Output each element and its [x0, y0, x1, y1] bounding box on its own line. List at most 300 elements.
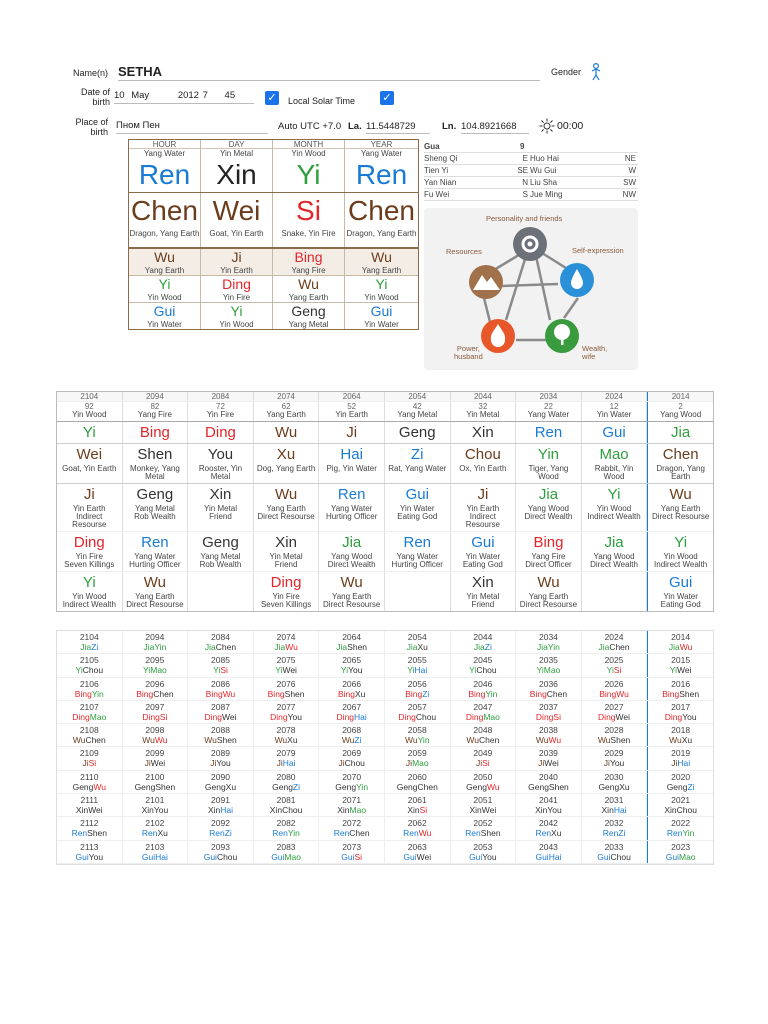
annual-branch: You: [216, 758, 231, 769]
annual-cell[interactable]: [647, 817, 713, 839]
annual-cell[interactable]: [319, 701, 385, 723]
annual-branch: Shen: [87, 828, 108, 839]
annual-branch: Si: [88, 758, 97, 769]
annual-cell[interactable]: [123, 678, 189, 700]
annual-year: 2030: [604, 771, 624, 782]
annual-cell[interactable]: [385, 678, 451, 700]
annual-branch: Si: [482, 758, 490, 769]
heavenly-stem: Xin: [201, 158, 273, 192]
luck-hidden-stem: Jia: [516, 484, 582, 505]
annual-year: 2084: [211, 632, 230, 642]
annual-cell[interactable]: [254, 747, 320, 769]
luck-hidden-desc: Yin Water: [451, 553, 517, 561]
luck-branch-desc: Tiger, Yang: [516, 465, 582, 473]
annual-year: 2049: [473, 748, 493, 759]
annual-cell[interactable]: [385, 747, 451, 769]
gua-row: Tien Yi SE Wu Gui W: [424, 166, 636, 175]
annual-cell[interactable]: [57, 678, 123, 700]
annual-cell[interactable]: [451, 794, 517, 816]
local-solar-time-checkbox[interactable]: ✓: [380, 91, 394, 105]
latitude-input[interactable]: 11.5448729: [366, 121, 430, 134]
luck-age: 52: [319, 402, 385, 411]
annual-cell[interactable]: [57, 794, 123, 816]
luck-branch-desc: [57, 473, 123, 483]
annual-year: 2078: [276, 725, 296, 736]
annual-year: 2089: [211, 748, 230, 759]
annual-cell[interactable]: [647, 841, 713, 863]
annual-year: 2061: [407, 795, 427, 806]
annual-cell[interactable]: [123, 771, 189, 793]
annual-stem: Ding: [204, 711, 222, 722]
annual-stem: Bing: [74, 688, 92, 699]
gua-number: 9: [520, 142, 525, 151]
annual-stem: Bing: [267, 688, 285, 699]
luck-hidden-desc: Yang Fire: [516, 553, 582, 561]
annual-cell[interactable]: [516, 817, 582, 839]
annual-cell[interactable]: [516, 678, 582, 700]
annual-cell[interactable]: [319, 771, 385, 793]
annual-stem: Gui: [271, 851, 285, 862]
annual-year: 2072: [342, 818, 362, 829]
annual-cell[interactable]: [647, 771, 713, 793]
annual-cell[interactable]: [647, 747, 713, 769]
luck-hidden-desc: Yin Metal: [188, 505, 254, 513]
sun-icon[interactable]: [539, 118, 555, 134]
annual-cell[interactable]: [123, 724, 189, 746]
annual-year: 2024: [604, 632, 624, 642]
luck-year: 2054: [385, 392, 451, 401]
annual-year: 2086: [211, 678, 230, 689]
latitude-label: La.: [348, 121, 362, 132]
luck-hidden-desc: Yin Fire: [57, 553, 123, 561]
male-gender-icon[interactable]: [590, 63, 602, 81]
annual-pillars-table: [56, 630, 714, 865]
annual-cell[interactable]: [451, 841, 517, 863]
luck-hidden-desc: Yang Metal: [123, 505, 189, 513]
annual-stem: Ji: [405, 758, 413, 769]
annual-stem: Geng: [528, 781, 549, 792]
annual-branch: Chou: [216, 851, 238, 862]
annual-year: 2032: [604, 818, 624, 829]
annual-year: 2092: [211, 818, 230, 829]
annual-stem: Yi: [340, 665, 349, 676]
annual-stem: Wu: [204, 735, 217, 746]
annual-branch: You: [682, 711, 697, 722]
annual-cell[interactable]: [516, 794, 582, 816]
annual-cell[interactable]: [582, 747, 648, 769]
annual-cell[interactable]: [254, 678, 320, 700]
annual-stem: Ren: [333, 828, 350, 839]
annual-branch: Hai: [548, 851, 562, 862]
annual-row: [57, 817, 713, 840]
annual-cell[interactable]: [123, 631, 189, 653]
annual-cell[interactable]: [516, 701, 582, 723]
annual-branch: Chou: [676, 805, 697, 816]
annual-year: 2015: [671, 655, 691, 666]
luck-hidden-stem: Bing: [516, 532, 582, 553]
annual-stem: Jia: [336, 642, 348, 652]
annual-cell[interactable]: [516, 841, 582, 863]
annual-year: 2020: [671, 771, 691, 782]
annual-year: 2097: [145, 701, 165, 712]
annual-cell[interactable]: [254, 701, 320, 723]
annual-cell[interactable]: [582, 701, 648, 723]
utc-offset[interactable]: Auto UTC +7.0: [278, 121, 342, 132]
luck-stem-desc: Yang Fire: [123, 411, 189, 421]
gua-table: [424, 141, 638, 201]
luck-branch: Mao: [582, 444, 648, 465]
time-checkbox[interactable]: ✓: [265, 91, 279, 105]
annual-year: 2017: [671, 701, 691, 712]
luck-hidden-desc: Yang Water: [123, 553, 189, 561]
luck-hidden-desc: Yin Wood: [582, 505, 648, 513]
annual-stem: Yi: [142, 665, 151, 676]
luck-ten-god: Direct Wealth: [319, 561, 385, 571]
annual-branch: Wei: [150, 758, 166, 769]
annual-row: [57, 841, 713, 864]
annual-cell[interactable]: [188, 654, 254, 676]
luck-hidden-stem: Wu: [123, 572, 189, 593]
annual-cell[interactable]: [385, 794, 451, 816]
annual-cell[interactable]: [647, 724, 713, 746]
annual-branch: Zi: [224, 828, 232, 839]
annual-stem: Ji: [671, 758, 678, 769]
annual-branch: Chen: [349, 828, 370, 839]
annual-cell[interactable]: [254, 794, 320, 816]
branch-desc: Snake, Yin Fire: [273, 229, 345, 247]
annual-cell[interactable]: [582, 794, 648, 816]
annual-branch: Wei: [481, 805, 497, 816]
annual-branch: You: [482, 851, 497, 862]
annual-cell[interactable]: [57, 771, 123, 793]
luck-stem: Xin: [451, 422, 517, 443]
annual-year: 2080: [276, 771, 296, 782]
luck-hidden-desc: Yin Metal: [451, 593, 517, 601]
annual-cell[interactable]: [516, 747, 582, 769]
annual-branch: You: [287, 711, 302, 722]
luck-stem: Gui: [582, 422, 648, 443]
name-input[interactable]: SETHA: [118, 64, 540, 81]
hidden-stem-desc: Yin Wood: [129, 293, 201, 302]
annual-cell[interactable]: [188, 794, 254, 816]
annual-year: 2068: [342, 725, 362, 736]
annual-year: 2047: [473, 701, 493, 712]
annual-cell[interactable]: [319, 724, 385, 746]
luck-age: 22: [516, 402, 582, 411]
annual-cell[interactable]: [57, 817, 123, 839]
annual-year: 2070: [342, 771, 362, 782]
annual-cell[interactable]: [385, 771, 451, 793]
hidden-stem: Yi: [375, 276, 388, 292]
luck-hidden-desc: [188, 593, 254, 601]
annual-cell[interactable]: [451, 678, 517, 700]
luck-branch-desc: Rooster, Yin: [188, 465, 254, 473]
annual-row: [57, 701, 713, 724]
luck-hidden-stem: Ding: [254, 572, 320, 593]
luck-age: 72: [188, 402, 254, 411]
annual-branch: Hai: [613, 805, 627, 816]
annual-branch: Xu: [551, 828, 562, 839]
earthly-branch: Si: [273, 193, 345, 229]
annual-cell[interactable]: [188, 771, 254, 793]
annual-year: 2039: [538, 748, 558, 759]
annual-cell[interactable]: [254, 724, 320, 746]
annual-stem: Wu: [669, 735, 682, 746]
annual-cell[interactable]: [188, 817, 254, 839]
hidden-stem-desc: Yang Earth: [273, 293, 345, 302]
luck-stem-desc: Yang Earth: [254, 411, 320, 421]
annual-cell[interactable]: [451, 724, 517, 746]
annual-cell[interactable]: [385, 841, 451, 863]
luck-branch-desc: Metal: [123, 473, 189, 483]
annual-stem: Ren: [403, 828, 419, 839]
birth-date-input[interactable]: [114, 90, 254, 104]
annual-stem: Yi: [275, 665, 283, 676]
annual-stem: Gui: [597, 851, 611, 862]
annual-year: 2104: [79, 632, 99, 642]
annual-cell[interactable]: [582, 654, 648, 676]
day-header: DAY: [201, 140, 273, 149]
luck-hidden-stem: Jia: [582, 532, 648, 553]
annual-cell[interactable]: [123, 747, 189, 769]
annual-stem: Xin: [207, 805, 221, 816]
annual-cell[interactable]: [451, 771, 517, 793]
annual-branch: Wei: [416, 851, 432, 862]
annual-cell[interactable]: [451, 701, 517, 723]
annual-cell[interactable]: [385, 817, 451, 839]
annual-cell[interactable]: [57, 724, 123, 746]
annual-cell[interactable]: [57, 631, 123, 653]
annual-year: 2066: [342, 678, 362, 689]
annual-cell[interactable]: [254, 631, 320, 653]
local-solar-time-label: Local Solar Time: [288, 96, 356, 106]
luck-branch-desc: Rabbit, Yin: [582, 465, 648, 473]
annual-branch: Chen: [609, 642, 630, 652]
luck-hidden-desc: Yang Wood: [319, 553, 385, 561]
annual-cell[interactable]: [188, 747, 254, 769]
annual-year: 2033: [604, 841, 624, 852]
annual-cell[interactable]: [188, 841, 254, 863]
annual-cell[interactable]: [57, 701, 123, 723]
annual-row: [57, 794, 713, 817]
luck-hidden-stem: Xin: [254, 532, 320, 553]
hidden-stem: Wu: [129, 249, 201, 266]
annual-cell[interactable]: [451, 747, 517, 769]
luck-hidden-desc: Yin Water: [647, 593, 713, 601]
annual-year: 2103: [145, 841, 165, 852]
annual-cell[interactable]: [385, 631, 451, 653]
luck-ten-god: Eating God: [451, 561, 517, 571]
annual-cell[interactable]: [188, 724, 254, 746]
annual-stem: Wu: [535, 735, 549, 746]
annual-stem: Xin: [407, 805, 420, 816]
luck-branch-desc: Metal: [188, 473, 254, 483]
luck-ten-god: Seven Killings: [57, 561, 123, 571]
annual-branch: You: [348, 665, 363, 676]
annual-year: 2064: [342, 632, 362, 642]
hidden-stem-desc: Yin Wood: [364, 293, 399, 302]
annual-cell[interactable]: [385, 701, 451, 723]
luck-hidden-desc: [582, 593, 648, 601]
annual-cell[interactable]: [123, 817, 189, 839]
annual-stem: Ji: [538, 758, 545, 769]
annual-cell[interactable]: [254, 771, 320, 793]
annual-cell[interactable]: [451, 631, 517, 653]
luck-hidden-stem: Wu: [516, 572, 582, 593]
annual-cell[interactable]: [319, 817, 385, 839]
annual-branch: You: [88, 851, 104, 862]
luck-ten-god: Direct Resourse: [123, 601, 189, 611]
luck-age: 82: [123, 402, 189, 411]
annual-cell[interactable]: [582, 678, 648, 700]
annual-cell[interactable]: [582, 841, 648, 863]
annual-branch: Xu: [619, 781, 630, 792]
luck-hidden-desc: Yin Earth: [451, 505, 517, 513]
annual-stem: Jia: [274, 642, 286, 652]
annual-cell[interactable]: [319, 747, 385, 769]
annual-cell[interactable]: [188, 678, 254, 700]
annual-cell[interactable]: [319, 841, 385, 863]
annual-cell[interactable]: [647, 701, 713, 723]
annual-branch: Yin: [91, 688, 104, 699]
luck-stem-desc: Yang Water: [516, 411, 582, 421]
annual-cell[interactable]: [516, 724, 582, 746]
annual-cell[interactable]: [516, 631, 582, 653]
hidden-stem-desc: Yang Metal: [273, 320, 345, 329]
annual-year: 2021: [671, 795, 691, 806]
annual-year: 2055: [407, 655, 427, 666]
luck-branch-desc: Rat, Yang Water: [385, 465, 451, 473]
annual-cell[interactable]: [319, 631, 385, 653]
luck-branch: Hai: [319, 444, 385, 465]
annual-branch: Zi: [422, 688, 430, 699]
annual-branch: Shen: [610, 735, 631, 746]
annual-cell[interactable]: [582, 771, 648, 793]
hidden-stem: Gui: [129, 303, 201, 320]
luck-ten-god: [385, 521, 451, 531]
luck-hidden-desc: Yang Wood: [582, 553, 648, 561]
place-input[interactable]: Пном Пен: [116, 120, 268, 134]
luck-hidden-stem: [582, 572, 648, 593]
annual-cell[interactable]: [647, 631, 713, 653]
annual-cell[interactable]: [319, 678, 385, 700]
minute-value: 45: [224, 90, 236, 101]
annual-stem: Xin: [337, 805, 350, 816]
annual-stem: Bing: [529, 688, 547, 699]
annual-cell[interactable]: [254, 654, 320, 676]
luck-branch: Yin: [516, 444, 582, 465]
annual-stem: Gui: [403, 851, 417, 862]
luck-branch-desc: Pig, Yin Water: [319, 465, 385, 473]
annual-cell[interactable]: [123, 701, 189, 723]
annual-year: 2027: [604, 701, 624, 712]
annual-cell[interactable]: [582, 724, 648, 746]
annual-cell[interactable]: [188, 631, 254, 653]
luck-hidden-desc: [385, 593, 451, 601]
luck-branch: Chen: [647, 444, 713, 465]
annual-stem: Jia: [406, 642, 418, 652]
annual-cell[interactable]: [319, 654, 385, 676]
annual-cell[interactable]: [385, 724, 451, 746]
annual-row: [57, 654, 713, 677]
annual-branch: Shen: [548, 781, 569, 792]
luck-ten-god: Direct Officer: [516, 561, 582, 571]
luck-hidden-stem: Geng: [123, 484, 189, 505]
annual-stem: Bing: [136, 688, 154, 699]
luck-ten-god: [647, 521, 713, 531]
annual-row: [57, 771, 713, 794]
annual-branch: Chou: [82, 665, 104, 676]
luck-hidden-desc: Yin Earth: [57, 505, 123, 513]
annual-year: 2029: [604, 748, 624, 759]
luck-ten-god: Direct Wealth: [516, 513, 582, 521]
annual-cell[interactable]: [385, 654, 451, 676]
luck-hidden-desc: Yang Water: [385, 553, 451, 561]
annual-stem: Yi: [606, 665, 614, 676]
annual-branch: Hai: [677, 758, 691, 769]
annual-cell[interactable]: [123, 841, 189, 863]
luck-stem: Ren: [516, 422, 582, 443]
annual-cell[interactable]: [582, 817, 648, 839]
longitude-label: Ln.: [442, 121, 457, 132]
annual-branch: Chen: [417, 781, 438, 792]
annual-row: [57, 724, 713, 747]
luck-pillars-table: [56, 391, 714, 612]
luck-hidden-desc: Yang Earth: [123, 593, 189, 601]
annual-year: 2060: [407, 771, 427, 782]
annual-cell[interactable]: [451, 654, 517, 676]
annual-year: 2071: [342, 795, 362, 806]
annual-stem: Jia: [204, 642, 216, 652]
annual-cell[interactable]: [254, 817, 320, 839]
luck-branch-desc: [254, 473, 320, 483]
longitude-input[interactable]: 104.8921668: [461, 121, 529, 134]
annual-cell[interactable]: [647, 794, 713, 816]
annual-cell[interactable]: [123, 654, 189, 676]
luck-hidden-stem: Wu: [319, 572, 385, 593]
annual-cell[interactable]: [582, 631, 648, 653]
annual-cell[interactable]: [647, 678, 713, 700]
annual-year: 2079: [276, 748, 296, 759]
annual-stem: Jia: [537, 642, 548, 652]
annual-cell[interactable]: [647, 654, 713, 676]
annual-branch: Wu: [154, 735, 168, 746]
luck-hidden-stem: Ji: [57, 484, 123, 505]
annual-year: 2075: [276, 655, 296, 666]
annual-cell[interactable]: [123, 794, 189, 816]
luck-branch-desc: [451, 473, 517, 483]
annual-cell[interactable]: [319, 794, 385, 816]
annual-stem: Geng: [335, 781, 357, 792]
annual-cell[interactable]: [57, 747, 123, 769]
annual-cell[interactable]: [516, 771, 582, 793]
luck-ten-god: Friend: [254, 561, 320, 571]
annual-stem: Jia: [80, 642, 92, 652]
annual-branch: Shen: [347, 642, 368, 652]
luck-hidden-stem: Jia: [319, 532, 385, 553]
luck-ten-god: [385, 601, 451, 611]
annual-cell[interactable]: [516, 654, 582, 676]
annual-cell[interactable]: [451, 817, 517, 839]
annual-cell[interactable]: [188, 701, 254, 723]
annual-stem: Yi: [469, 665, 477, 676]
luck-ten-god: Hurting Officer: [319, 513, 385, 521]
month-header: MONTH: [273, 140, 345, 149]
annual-cell[interactable]: [57, 654, 123, 676]
annual-cell[interactable]: [254, 841, 320, 863]
annual-cell[interactable]: [57, 841, 123, 863]
luck-stem-desc: Yin Wood: [57, 411, 123, 421]
